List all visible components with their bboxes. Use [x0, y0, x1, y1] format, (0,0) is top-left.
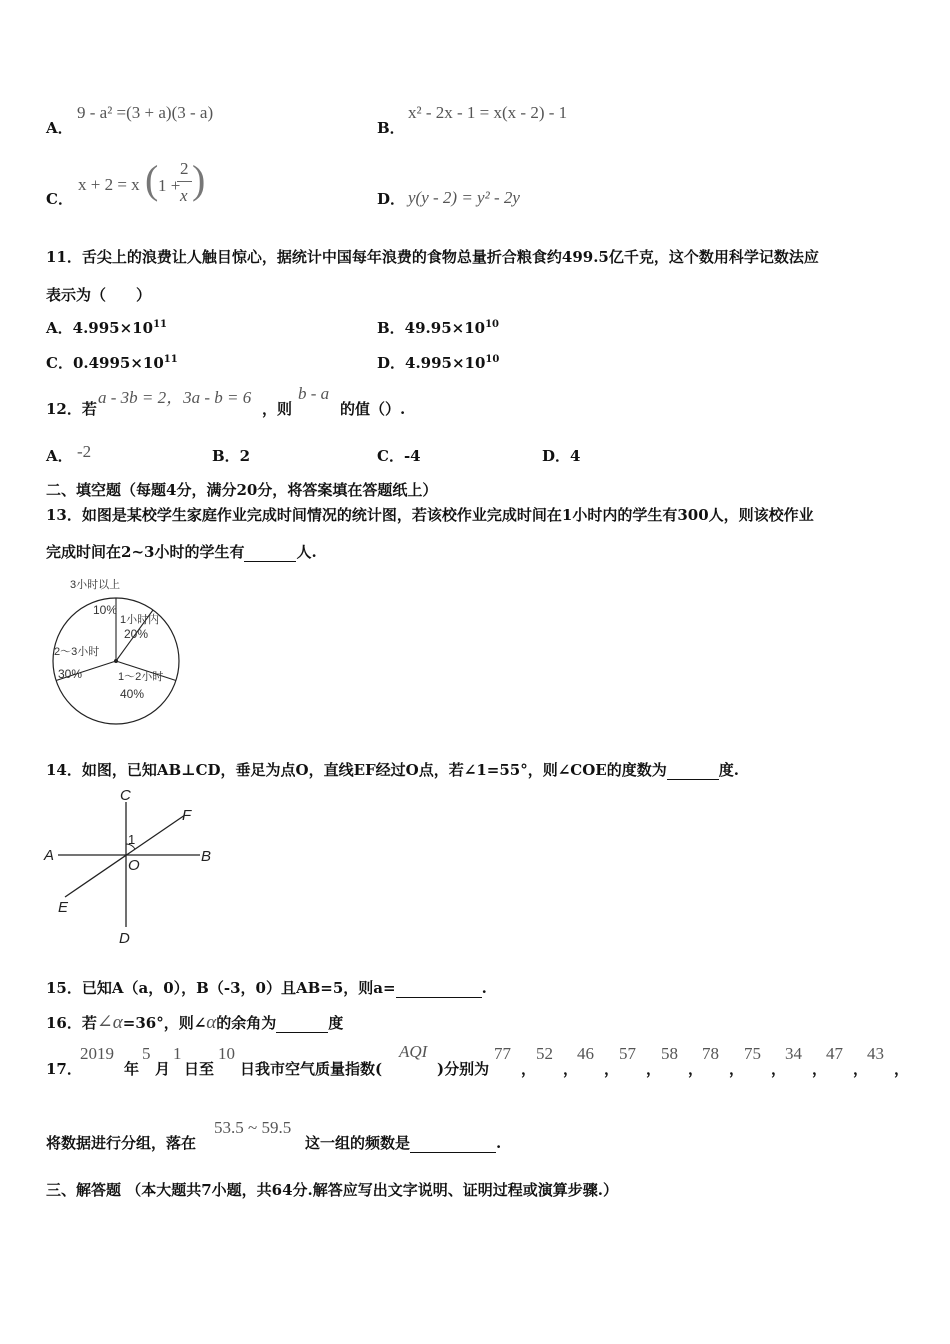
q10-option-a-expr: 9 - a² =(3 + a)(3 - a): [77, 103, 214, 122]
comma-separator: ，: [604, 1060, 620, 1078]
q11-option-b: B．$49.95\times 10^{10}$: [377, 319, 500, 337]
q12-condition: a - 3b = 2，3a - b = 6: [98, 388, 252, 407]
q13-line1: 13．如图是某校学生家庭作业完成时间情况的统计图，若该校作业完成时间在1小时内的学生有300人，则该校作业: [46, 506, 814, 524]
q10-option-c-expr: x + 2 = x: [78, 175, 140, 194]
q10-option-d-expr: y(y - 2) = y² - 2y: [408, 188, 520, 207]
q12-num: 12．若: [46, 400, 97, 418]
q11-stem-line2: 表示为（ ）: [46, 286, 152, 304]
q10-option-c-frac-den: x: [180, 186, 188, 205]
q11-option-d: D．$4.995\times 10^{10}$: [377, 354, 500, 372]
q11-option-c: C．$0.4995\times 10^{11}$: [46, 354, 178, 372]
q17-month: 5: [142, 1044, 151, 1063]
geometry-figure: [40, 782, 225, 950]
right-paren: ): [192, 157, 206, 202]
aqi-value: 43: [867, 1044, 884, 1063]
pie-pct-1to2h: 40%: [120, 687, 145, 701]
section-2-heading: 二、填空题（每题4分，满分20分，将答案填在答题纸上）: [46, 481, 438, 499]
point-e: E: [58, 899, 69, 916]
pie-pct-2to3h: 30%: [58, 667, 83, 681]
q10-option-a-label: A．: [46, 119, 73, 137]
point-b: B: [201, 848, 212, 865]
q16-text: 16．若∠α=36°，则∠α的余角为 度: [46, 1012, 344, 1033]
pie-pct-over3h: 10%: [93, 603, 118, 617]
answer-blank[interactable]: [396, 979, 482, 998]
aqi-value: 75: [744, 1044, 761, 1063]
aqi-value: 52: [536, 1044, 553, 1063]
q17-line2-pre: 将数据进行分组，落在: [46, 1134, 197, 1152]
aqi-value: 77: [494, 1044, 511, 1063]
q12-option-a-value: -2: [77, 442, 92, 461]
comma-separator: ，: [521, 1060, 537, 1078]
q17-mid2: )分别为: [437, 1060, 490, 1078]
answer-blank[interactable]: [276, 1014, 328, 1033]
answer-blank[interactable]: [410, 1134, 496, 1153]
angle-1-label: 1: [128, 832, 136, 847]
aqi-value: 34: [785, 1044, 802, 1063]
q17-year: 2019: [80, 1044, 114, 1063]
comma-separator: ，: [894, 1060, 910, 1078]
q12-target: b - a: [298, 384, 330, 403]
point-a: A: [44, 847, 55, 864]
q17-mid: 日我市空气质量指数(: [240, 1060, 383, 1078]
line-ef: [65, 815, 185, 897]
aqi-value: 78: [702, 1044, 719, 1063]
q13-line2: 完成时间在2~3小时的学生有 人.: [46, 543, 317, 561]
pie-chart: [40, 572, 200, 727]
point-o: O: [128, 857, 140, 874]
q17-day1: 1: [173, 1044, 182, 1063]
pie-label-2to3h: 2～3小时: [54, 646, 100, 658]
q11-stem-line1: 11．舌尖上的浪费让人触目惊心，据统计中国每年浪费的食物总量折合粮食约499.5亿千克，这个数用科学记数法应: [46, 248, 819, 266]
comma-separator: ，: [729, 1060, 745, 1078]
comma-separator: ，: [812, 1060, 828, 1078]
q11-option-a: A．$4.995\times 10^{11}$: [46, 319, 167, 337]
point-f: F: [182, 807, 192, 824]
q12-option-d: D．4: [542, 447, 581, 465]
left-paren: (: [145, 157, 159, 202]
q10-option-c-one-plus: 1 +: [158, 176, 181, 195]
answer-blank[interactable]: [244, 543, 296, 562]
aqi-value: 58: [661, 1044, 678, 1063]
q17-day2: 10: [218, 1044, 235, 1063]
q12-then: ，则: [262, 400, 293, 418]
answer-blank[interactable]: [667, 761, 719, 780]
q12-option-c: C．-4: [377, 447, 421, 465]
alpha-symbol: α: [206, 1012, 217, 1033]
q10-option-c-frac-num: 2: [180, 159, 189, 178]
q12-tail: 的值（）.: [340, 400, 406, 418]
aqi-value: 46: [577, 1044, 594, 1063]
pie-pct-within1h: 20%: [124, 627, 149, 641]
q10-option-b-label: B．: [377, 119, 405, 137]
comma-separator: ，: [563, 1060, 579, 1078]
q10-option-d-label: D．: [377, 190, 406, 208]
q17-num: 17．: [46, 1060, 82, 1078]
section-3-heading: 三、解答题 （本大题共7小题，共64分.解答应写出文字说明、证明过程或演算步骤.）: [46, 1181, 618, 1199]
fraction-bar: [177, 181, 192, 182]
comma-separator: ，: [771, 1060, 787, 1078]
pie-center: [114, 659, 118, 663]
q10-option-c-label: C．: [46, 190, 73, 208]
point-c: C: [120, 787, 131, 804]
comma-separator: ，: [688, 1060, 704, 1078]
comma-separator: ，: [853, 1060, 869, 1078]
aqi-value: 57: [619, 1044, 636, 1063]
pie-label-within1h: 1小时内: [120, 614, 160, 626]
q14-text: 14．如图，已知AB⊥CD，垂足为点O，直线EF经过O点，若∠1=55°，则∠COE的度数为 度.: [46, 761, 739, 779]
q17-range: 53.5 ~ 59.5: [214, 1118, 292, 1137]
q17-aqi: AQI: [399, 1042, 428, 1061]
pie-label-over3h: 3小时以上: [70, 579, 121, 591]
q17-nian: 年: [124, 1060, 140, 1078]
q17-line2-rest: 这一组的频数是 .: [305, 1134, 502, 1152]
q12-option-a-label: A．: [46, 447, 73, 465]
q17-yue: 月: [155, 1060, 171, 1078]
comma-separator: ，: [646, 1060, 662, 1078]
q12-option-b: B．2: [212, 447, 251, 465]
pie-label-1to2h: 1～2小时: [118, 671, 164, 683]
angle-alpha: ∠α: [96, 1012, 123, 1033]
point-d: D: [119, 930, 130, 947]
q17-rizhi: 日至: [184, 1060, 215, 1078]
q10-option-b-expr: x² - 2x - 1 = x(x - 2) - 1: [408, 103, 568, 122]
aqi-value: 47: [826, 1044, 843, 1063]
q15-text: 15．已知A（a，0），B（-3，0）且AB=5，则a= .: [46, 979, 487, 997]
